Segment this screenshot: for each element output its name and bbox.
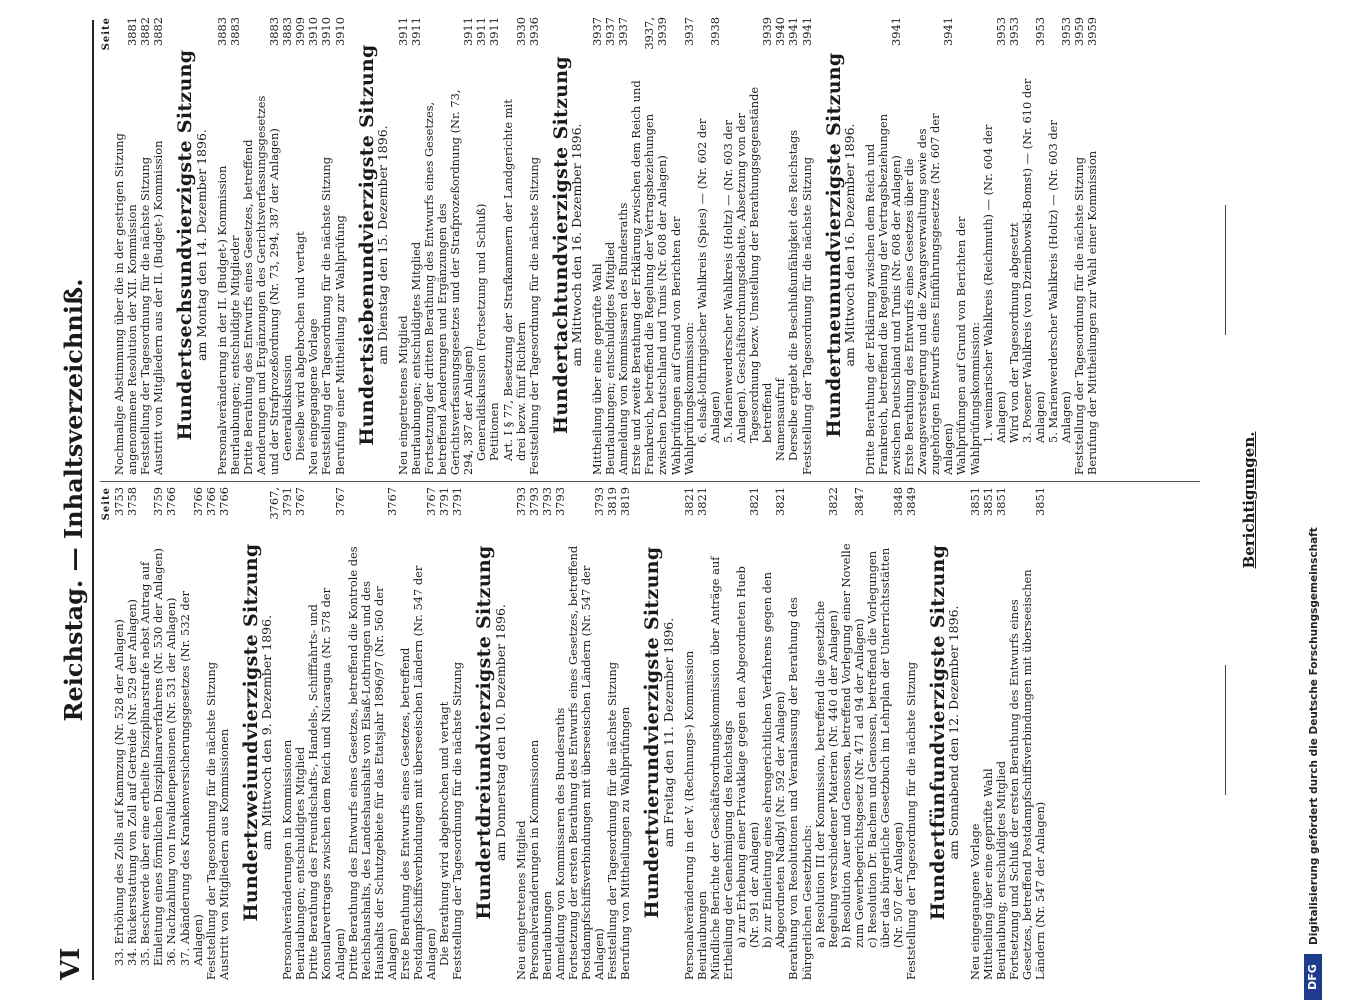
entry-page-number: 3851: [980, 487, 995, 516]
toc-entry: [1021, 15, 1047, 475]
entry-text: c) Resolution Dr. Bachem und Genossen, betreffend die Vorlegungen über das bürgerliche Gesetzbuch im Lehrplan der Unterrichtsstätten (Nr. 507 der Anlagen): [864, 547, 906, 948]
entry-text: 3. Posener Wahlkreis (von Dziembowski-Bomst) — (Nr. 610 der Anlagen): [1019, 78, 1047, 443]
toc-entry: [735, 485, 761, 980]
right-entries: [113, 15, 165, 475]
entry-text: Dritte Berathung des Freundschafts-, Handels-, Schifffahrts- und Konsularvertrages zwischen dem Reich und Nicaragua (Nr. 578 der Anlagen): [306, 587, 347, 980]
entry-text: 5. Marienwerderscher Wahlkreis (Holtz) — (Nr. 603 der Anlagen): [1046, 120, 1074, 443]
toc-entry: [179, 485, 205, 980]
entry-page-number: 3819: [618, 487, 633, 516]
entry-text: 35. Beschwerde über eine ertheilte Disziplinarstrafe nebst Antrag auf Einleitung eines förmlichen Disziplinarverfahrens (Nr. 530 der Anlagen): [138, 548, 166, 966]
sitzung-date: am Donnerstag den 10. Dezember 1896.: [492, 604, 508, 861]
entry-text: Austritt von Mitgliedern aus der II. (Budget-) Kommission: [151, 140, 166, 475]
column-divider: [100, 481, 1200, 482]
toc-entry: [399, 485, 438, 980]
toc-entry: [347, 485, 399, 980]
entry-page-number: 3941: [799, 17, 814, 46]
entry-page-number: 3851: [1033, 487, 1047, 516]
toc-entry: [801, 15, 814, 475]
entry-text: Erste Berathung des Entwurfs eines Gesetzes, betreffend Postdampfschiffsverbindungen mit überseeischen Ländern (Nr. 547 der Anlagen): [397, 565, 439, 980]
entry-text: Dritte Berathung des Entwurfs eines Gesetzes, betreffend Aenderungen und Ergänzungen des Gerichtsverfassungsgesetzes und der Strafprozeßordnung (Nr. 73, 294, 387 der Anlagen): [240, 95, 282, 475]
toc-entry: [1008, 485, 1047, 980]
entry-text: 1. weimarischer Wahlkreis (Reichmuth) — (Nr. 604 der Anlagen): [980, 124, 1008, 443]
entry-page-number: 3959: [1072, 17, 1087, 46]
toc-entry: [488, 15, 501, 475]
sitzung-date: am Mittwoch den 16. Dezember 1896.: [568, 123, 584, 367]
entry-text: Feststellung der Tagesordnung für die nächste Sitzung: [138, 156, 153, 475]
sitzung-date: am Mittwoch den 9. Dezember 1896.: [259, 614, 275, 851]
seite-label-left: Seite: [101, 487, 112, 521]
berichtigungen-title: Berichtigungen.: [1240, 431, 1258, 569]
entry-page-number: 3882: [138, 17, 153, 46]
entry-page-number: 3936: [526, 17, 541, 46]
entry-page-number: 3910: [306, 17, 321, 46]
entry-text: Erste und zweite Berathung der Erklärung zwischen dem Reich und Frankreich, betreffend die Regelung der Vertragsbeziehungen zwischen Deutschland und Tunis (Nr. 608 der Anlagen): [629, 80, 670, 475]
entry-text: Neu eingetretenes Mitglied: [395, 315, 410, 475]
entry-text: a) Resolution III der Kommission, betreffend die gesetzliche Regelung verschiedener Materien (Nr. 440 d der Anlagen): [812, 600, 840, 948]
entry-text: Beurlaubungen; entschuldigtes Mitglied: [603, 241, 618, 475]
entry-page-number: 3821: [773, 487, 788, 516]
toc-entry: [969, 485, 982, 980]
entry-text: Austritt von Mitgliedern aus Kommissionen: [216, 728, 231, 980]
entry-page-number: 3821: [747, 487, 762, 516]
toc-entry: [410, 15, 423, 475]
toc-entry: [1047, 15, 1073, 475]
toc-entry: [216, 15, 229, 475]
toc-entry: [1086, 15, 1099, 475]
toc-entry: [905, 485, 918, 980]
entry-page-number: 3758: [125, 487, 140, 516]
entry-text: 36. Nachzahlung von Invalidenpensionen (Nr. 531 der Anlagen): [164, 597, 179, 966]
entry-text: Mittheilung über eine geprüfte Wahl: [980, 768, 995, 980]
entry-page-number: 3883: [267, 17, 282, 46]
entry-text: b) Resolution Auer und Genossen, betreffend Vorlegung einer Novelle zum Gewerbegerichtsgesetz (Nr. 471 ad 94 der Anlagen): [838, 543, 866, 948]
entry-text: Generaldiskussion (Fortsetzung und Schluß): [474, 203, 489, 461]
entry-page-number: 3759: [151, 487, 166, 516]
entry-text: 5. Marienwerderscher Wahlkreis (Holtz) — (Nr. 603 der Anlagen). Geschäftsordnungsdebatte, Absetzung von der Tagesordnung bezw. Umstellung der Berathungsgegenstände betreffend: [720, 86, 775, 443]
toc-entry: [502, 15, 528, 475]
toc-entry: [696, 15, 722, 475]
toc-entry: [761, 485, 787, 980]
entry-page-number: 3937: [590, 17, 604, 46]
entry-text: Generaldiskussion: [280, 354, 295, 461]
entry-page-number: 3793: [513, 487, 528, 516]
toc-entry: [709, 485, 735, 980]
toc-entry: [165, 485, 178, 980]
entry-text: Erste Berathung des Entwurfs eines Gesetzes über die Zwangsversteigerung und die Zwangsverwaltung sowie des zugehörigen Entwurfs eines Einführungsgesetzes (Nr. 607 der Anlagen): [902, 113, 956, 475]
entry-page-number: 3953: [1006, 17, 1021, 46]
entry-text: Anmeldung von Kommissaren des Bundesraths: [552, 707, 567, 980]
sitzung-heading: Hundertsechsundvierzigste Sitzung: [174, 49, 197, 441]
entry-text: Wahlprüfungen auf Grund von Berichten der Wahlprüfungskommission:: [954, 216, 982, 475]
toc-entry: [955, 15, 981, 475]
toc-entry: [541, 485, 554, 980]
entry-page-number: 3911: [408, 17, 423, 46]
entry-page-number: 3791: [450, 487, 465, 516]
entry-text: Fortsetzung und Schluß der ersten Berathung des Entwurfs eines Gesetzes, betreffend Postdampfschiffsverbindungen mit überseeischen Ländern (Nr. 547 der Anlagen): [1006, 569, 1047, 980]
short-rule-left: [1225, 665, 1226, 795]
entry-page-number: 3937, 3939: [642, 17, 670, 50]
entry-text: Berathung von Resolutionen und Veranlassung der Berathung des bürgerlichen Gesetzbuchs:: [786, 597, 814, 980]
entry-text: Feststellung der Tagesordnung für die nächste Sitzung: [1072, 156, 1087, 475]
entry-text: Neu eingegangene Vorlage: [306, 318, 321, 475]
entry-page-number: 3767: [332, 487, 347, 516]
entry-text: Dieselbe wird abgebrochen und vertagt: [293, 231, 308, 461]
left-sections: [239, 485, 1047, 980]
entry-page-number: 3911: [395, 17, 410, 46]
entry-text: Beurlaubung; entschuldigtes Mitglied: [993, 760, 1008, 980]
toc-entry: [787, 15, 800, 475]
sitzung-heading: Hundertsiebenundvierzigste Sitzung: [355, 44, 378, 446]
dfg-logo: DFG: [1304, 954, 1322, 1000]
sitzung-date: am Sonnabend den 12. Dezember 1896.: [946, 605, 962, 860]
entry-text: Personalveränderung in der II. (Budget-) Kommission: [214, 165, 229, 475]
entry-text: Beurlaubungen; entschuldigte Mitglieder: [227, 235, 242, 475]
entry-page-number: 3791: [437, 487, 452, 516]
entry-text: Berufung einer Mittheilung zur Wahlprüfung: [332, 215, 347, 475]
toc-entry: [722, 15, 774, 475]
entry-page-number: 3851: [967, 487, 982, 516]
entry-text: Namensaufruf: [773, 378, 788, 461]
entry-page-number: 3766: [190, 487, 205, 516]
entry-page-number: 3930: [513, 17, 528, 46]
entry-text: Personalveränderungen in Kommissionen: [280, 739, 295, 980]
toc-entry: [787, 485, 813, 980]
entry-text: Beurlaubungen; entschuldigtes Mitglied: [293, 746, 308, 980]
entry-page-number: 3911: [487, 17, 502, 46]
entry-text: Petitionen: [487, 402, 502, 461]
entry-text: Beurlaubungen: [694, 891, 709, 980]
toc-entry: [630, 15, 669, 475]
entry-page-number: 3793: [526, 487, 541, 516]
entry-text: Fortsetzung der dritten Berathung des Entwurfs eines Gesetzes, betreffend Aenderungen und Ergänzungen des Gerichtsverfassungsgesetzes und der Strafprozeßordnung (Nr. 73, 294, 387 der Anlagen): [421, 89, 476, 475]
right-column: [100, 15, 1200, 475]
entry-text: Feststellung der Tagesordnung für die nächste Sitzung: [605, 661, 620, 980]
entry-text: 6. elsaß-lothringischer Wahlkreis (Spies) — (Nr. 602 der Anlagen): [694, 118, 722, 443]
toc-entry: [683, 485, 696, 980]
toc-entry: [423, 15, 475, 475]
entry-page-number: 3851: [993, 487, 1008, 516]
entry-text: b) zur Einleitung eines ehrengerichtlichen Verfahrens gegen den Abgeordneten Nadbyl (Nr. 592 der Anlagen): [760, 572, 788, 948]
entry-page-number: 3822: [825, 487, 840, 516]
entry-text: Mündliche Berichte der Geschäftsordnungskommission über Anträge auf Ertheilung der Genehmigung des Reichstags: [707, 556, 735, 980]
entry-text: Personalveränderungen in Kommissionen: [526, 739, 541, 980]
entry-text: Neu eingegangene Vorlage: [967, 823, 982, 980]
sitzung-date: am Dienstag den 15. Dezember 1896.: [374, 125, 390, 365]
toc-entry: [152, 15, 165, 475]
toc-entry: [864, 15, 903, 475]
left-column: [100, 485, 1200, 980]
toc-entry: [320, 15, 333, 475]
entry-text: Feststellung der Tagesordnung für die nächste Sitzung: [203, 661, 218, 980]
entry-page-number: 3911: [474, 17, 489, 46]
entry-page-number: 3767, 3791: [267, 487, 295, 520]
toc-entry: [982, 485, 995, 980]
toc-entry: [866, 485, 905, 980]
entry-page-number: 3941: [888, 17, 903, 46]
sitzung-date: am Montag den 14. Dezember 1896.: [193, 129, 209, 361]
toc-entry: [903, 15, 955, 475]
digitization-credit: Digitalisierung gefördert durch die Deutsche Forschungsgemeinschaft: [1308, 527, 1320, 945]
toc-entry: [242, 15, 281, 475]
entry-text: Feststellung der Tagesordnung für die nächste Sitzung: [904, 661, 919, 980]
entry-page-number: 3821: [694, 487, 709, 516]
entry-page-number: 3883: [214, 17, 229, 46]
entry-text: Feststellung der Tagesordnung für die nächste Sitzung: [450, 661, 465, 980]
toc-entry: [528, 485, 541, 980]
entry-page-number: 3819: [605, 487, 620, 516]
entry-text: 34. Rückerstattung von Zoll auf Getreide (Nr. 529 der Anlagen): [125, 599, 140, 966]
entry-text: Anmeldung von Kommissaren des Bundesraths: [616, 202, 631, 475]
toc-entry: [451, 485, 464, 980]
toc-entry: [334, 15, 347, 475]
entry-text: Dritte Berathung der Erklärung zwischen dem Reich und Frankreich, betreffend die Regelung der Vertragsbeziehungen zwischen Deutschland und Tunis (Nr. 608 der Anlagen): [862, 113, 903, 475]
entry-page-number: 3909: [293, 17, 308, 46]
entry-page-number: 3882: [151, 17, 166, 46]
entry-text: Dritte Berathung des Entwurfs eines Gesetzes, betreffend die Kontrole des Reichshaushalts, des Landeshaushalts von Elsaß-Lothringen und des Haushalts der Schutzgebiete für das Etatsjahr 1896/97 (Nr. 560 der Anlagen): [345, 546, 399, 980]
entry-text: Mittheilung über eine geprüfte Wahl: [590, 263, 604, 475]
entry-page-number: 3793: [592, 487, 607, 516]
page-title: Reichstag. — Inhaltsverzeichniß.: [59, 278, 88, 722]
entry-page-number: 3959: [1085, 17, 1100, 46]
sitzung-date: am Mittwoch den 16. Dezember 1896.: [841, 123, 857, 367]
toc-entry: [397, 15, 410, 475]
entry-text: Art. I § 77, Besetzung der Strafkammern der Landgerichte mit drei bezw. fünf Richtern: [500, 99, 528, 461]
entry-text: a) zur Erhebung einer Privatklage gegen den Abgeordneten Hueb (Nr. 591 der Anlagen): [734, 566, 762, 948]
sitzung-heading: Hundertneunundvierzigste Sitzung: [822, 52, 845, 438]
toc-entry: [515, 485, 528, 980]
entry-text: Nochmalige Abstimmung über die in der gestrigen Sitzung angenommene Resolution der XII. Kommission: [112, 133, 140, 475]
entry-page-number: 3766: [203, 487, 218, 516]
entry-page-number: 3766: [216, 487, 231, 516]
entry-text: Wahlprüfungen auf Grund von Berichten der Wahlprüfungskommission:: [668, 216, 696, 475]
entry-page-number: 3941: [941, 17, 956, 46]
entry-text: Wird von der Tagesordnung abgesetzt: [1006, 222, 1021, 443]
entry-page-number: 3881: [125, 17, 140, 46]
toc-entry: [840, 485, 866, 980]
entry-page-number: 3821: [681, 487, 696, 516]
entry-text: Beurlaubungen: [539, 891, 554, 980]
sitzung-heading: Hundertvierundvierzigste Sitzung: [641, 546, 664, 919]
entry-page-number: 3910: [319, 17, 334, 46]
entry-page-number: 3883: [227, 17, 242, 46]
right-sections: [174, 15, 1100, 475]
entry-page-number: 3847: [851, 487, 866, 516]
entry-text: Beurlaubungen; entschuldigtes Mitglied: [408, 241, 423, 475]
toc-entry: [229, 15, 242, 475]
entry-text: Feststellung der Tagesordnung für die nächste Sitzung: [526, 156, 541, 475]
entry-text: Feststellung der Tagesordnung für die nächste Sitzung: [319, 156, 334, 475]
page-header: [52, 20, 94, 980]
toc-entry: [218, 485, 231, 980]
entry-page-number: 3793: [539, 487, 554, 516]
entry-page-number: 3910: [332, 17, 347, 46]
entry-text: Berufung der Mittheilungen zur Wahl einer Kommission: [1085, 150, 1100, 475]
entry-text: Personalveränderung in der V. (Rechnungs-) Kommission: [681, 650, 696, 980]
entry-text: Neu eingetretenes Mitglied: [513, 820, 528, 980]
toc-entry: [619, 485, 632, 980]
entry-page-number: 3938: [707, 17, 722, 46]
digitization-strip: [1300, 0, 1350, 1000]
entry-text: 33. Erhöhung des Zolls auf Kammzug (Nr. 528 der Anlagen): [112, 619, 127, 966]
entry-page-number: 3849: [904, 487, 919, 516]
entry-page-number: 3937: [603, 17, 618, 46]
entry-page-number: 3940: [773, 17, 788, 46]
toc-entry: [814, 485, 840, 980]
entry-page-number: 3937: [616, 17, 631, 46]
toc-entry: [696, 485, 709, 980]
sitzung-heading: Hundertfünfundvierzigste Sitzung: [927, 544, 950, 921]
short-rule-right: [1225, 205, 1226, 335]
sitzung-heading: Hundertachtundvierzigste Sitzung: [549, 56, 572, 434]
entry-page-number: 3941: [786, 17, 801, 46]
entry-text: Berufung von Mittheilungen zu Wahlprüfungen: [618, 706, 633, 980]
entry-text: Fortsetzung der ersten Berathung des Entwurfs eines Gesetzes, betreffend Postdampfschiffsverbindungen mit überseeischen Ländern (Nr. 547 der Anlagen): [566, 545, 607, 980]
toc-entry: [113, 15, 139, 475]
entry-text: 37. Abänderung des Krankenversicherungsgesetzes (Nr. 532 der Anlagen): [177, 591, 205, 966]
sitzung-date: am Freitag den 11. Dezember 1896.: [660, 617, 676, 848]
toc-entry: [139, 485, 165, 980]
sitzung-heading: Hundertzweiundvierzigste Sitzung: [239, 543, 262, 922]
toc-entry: [307, 485, 346, 980]
entry-page-number: 3911: [461, 17, 476, 46]
entry-text: Feststellung der Tagesordnung für die nächste Sitzung: [799, 156, 814, 475]
entry-page-number: 3953: [993, 17, 1008, 46]
page-number: VI: [56, 947, 86, 980]
entry-page-number: 3883: [280, 17, 295, 46]
sitzung-heading: Hundertdreiundvierzigste Sitzung: [473, 545, 496, 920]
entry-page-number: 3793: [552, 487, 567, 516]
entry-page-number: 3766: [164, 487, 179, 516]
left-entries: [113, 485, 231, 980]
entry-page-number: 3953: [1033, 17, 1047, 46]
toc-entry: [567, 485, 606, 980]
toc-entry: [1008, 15, 1021, 475]
toc-entry: [995, 485, 1008, 980]
toc-entry: [982, 15, 1008, 475]
toc-entry: [205, 485, 218, 980]
toc-entry: [670, 15, 696, 475]
entry-text: Die Berathung wird abgebrochen und vertagt: [437, 701, 452, 966]
entry-page-number: 3767: [293, 487, 308, 516]
entry-page-number: 3848: [891, 487, 906, 516]
entry-page-number: 3767: [384, 487, 399, 516]
toc-entry: [528, 15, 541, 475]
seite-label-right: Seite: [101, 17, 112, 51]
entry-page-number: 3937: [681, 17, 696, 46]
entry-page-number: 3939: [760, 17, 775, 46]
entry-page-number: 3753: [112, 487, 127, 516]
entry-text: Derselbe ergiebt die Beschlußunfähigkeit des Reichstags: [786, 129, 801, 461]
entry-page-number: 3953: [1059, 17, 1074, 46]
entry-page-number: 3767: [424, 487, 439, 516]
